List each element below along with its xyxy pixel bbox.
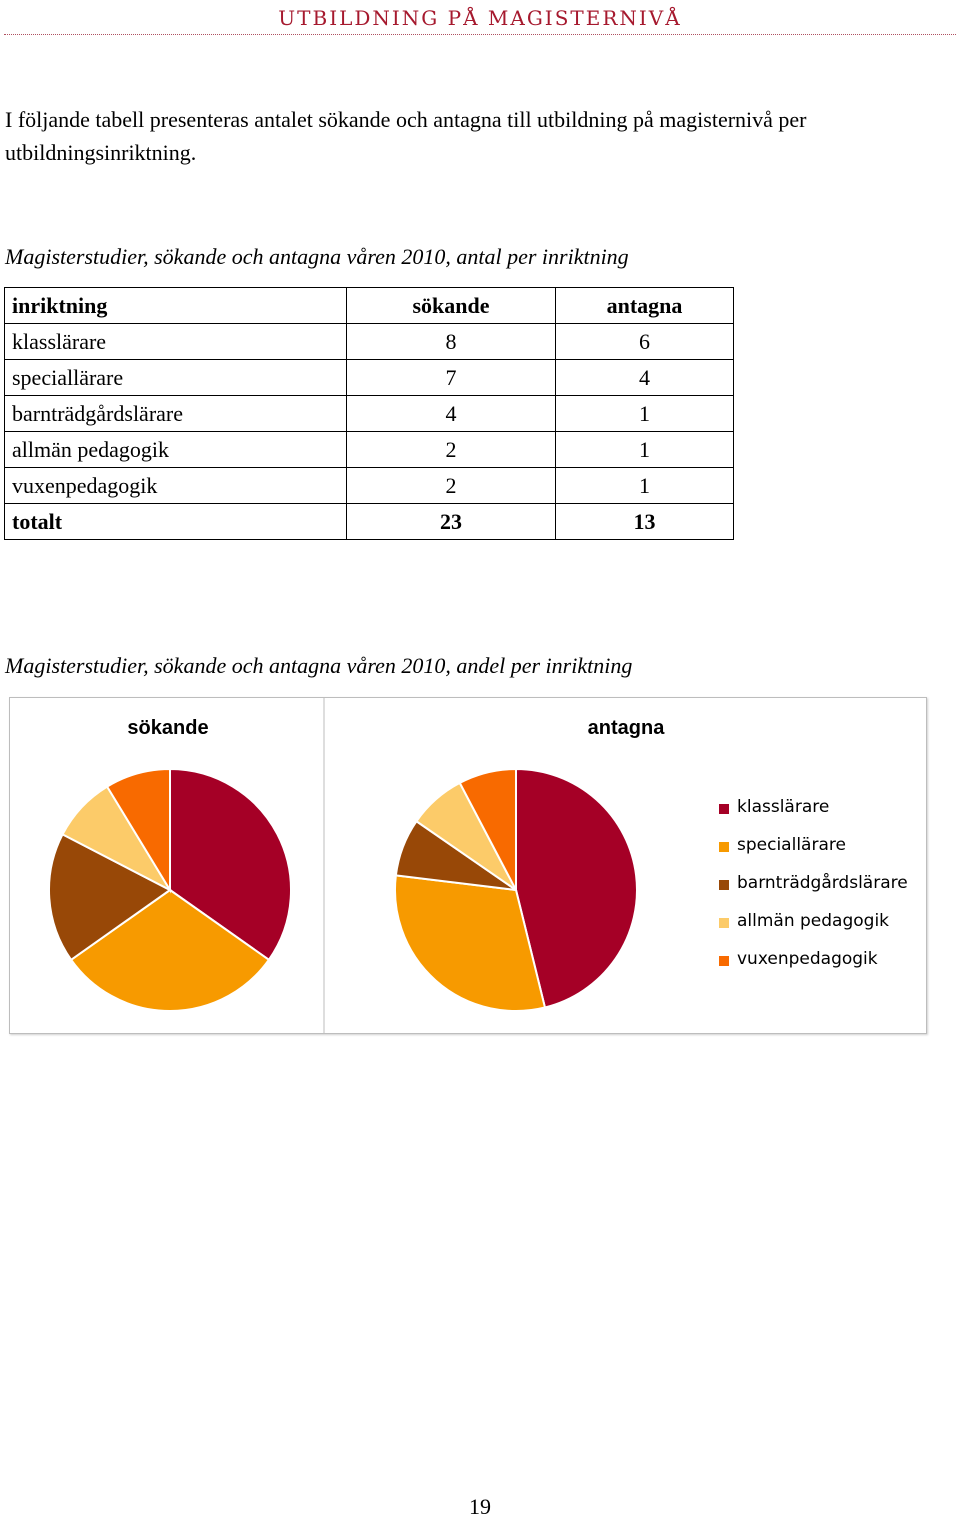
table-cell: totalt [5,504,347,540]
legend-label: speciallärare [737,835,846,855]
table-header-row [5,288,734,324]
table-cell: 1 [556,468,734,504]
legend-swatch [719,842,729,852]
table-cell: 1 [556,432,734,468]
table-cell: 2 [347,468,556,504]
table-row [5,432,734,468]
legend-label: vuxenpedagogik [737,949,878,969]
table-caption: Magisterstudier, sökande och antagna våren 2010, antal per inriktning [5,244,629,269]
legend-label: barnträdgårdslärare [737,873,908,893]
pie-title-sokande: sökande [127,717,209,739]
column-header-inriktning: inriktning [5,288,347,324]
table-row [5,468,734,504]
pie-title-antagna: antagna [587,717,665,739]
table-row [5,396,734,432]
pie-antagna [395,769,637,1011]
table-cell: 13 [556,504,734,540]
table-row [5,360,734,396]
intro-paragraph: I följande tabell presenteras antalet sökande och antagna till utbildning på magisternivå per utbildningsinriktning. [5,107,807,165]
chart-caption: Magisterstudier, sökande och antagna våren 2010, andel per inriktning [5,653,633,678]
data-table [4,287,734,540]
running-header: UTBILDNING PÅ MAGISTERNIVÅ [278,6,682,30]
table-cell: 6 [556,324,734,360]
table-cell: barnträdgårdslärare [5,396,347,432]
legend-label: klasslärare [737,797,830,817]
table-cell: 1 [556,396,734,432]
table-cell: 23 [347,504,556,540]
table-cell: 8 [347,324,556,360]
chart-legend [719,797,908,987]
pie-chart-frame [9,697,927,1034]
table-cell: 4 [347,396,556,432]
legend-item [719,873,908,911]
table-cell: allmän pedagogik [5,432,347,468]
legend-swatch [719,804,729,814]
table-cell: 4 [556,360,734,396]
legend-item [719,911,908,949]
table-cell: vuxenpedagogik [5,468,347,504]
legend-item [719,797,908,835]
column-header-antagna: antagna [556,288,734,324]
legend-item [719,949,908,987]
header-rule [4,34,956,35]
legend-swatch [719,956,729,966]
table-cell: 7 [347,360,556,396]
table-row [5,324,734,360]
legend-label: allmän pedagogik [737,911,890,931]
table-cell: speciallärare [5,360,347,396]
table-total-row [5,504,734,540]
pie-sokande [49,769,291,1011]
legend-swatch [719,918,729,928]
table-cell: 2 [347,432,556,468]
column-header-sokande: sökande [347,288,556,324]
legend-swatch [719,880,729,890]
table-cell: klasslärare [5,324,347,360]
legend-item [719,835,908,873]
page-number: 19 [469,1494,491,1519]
